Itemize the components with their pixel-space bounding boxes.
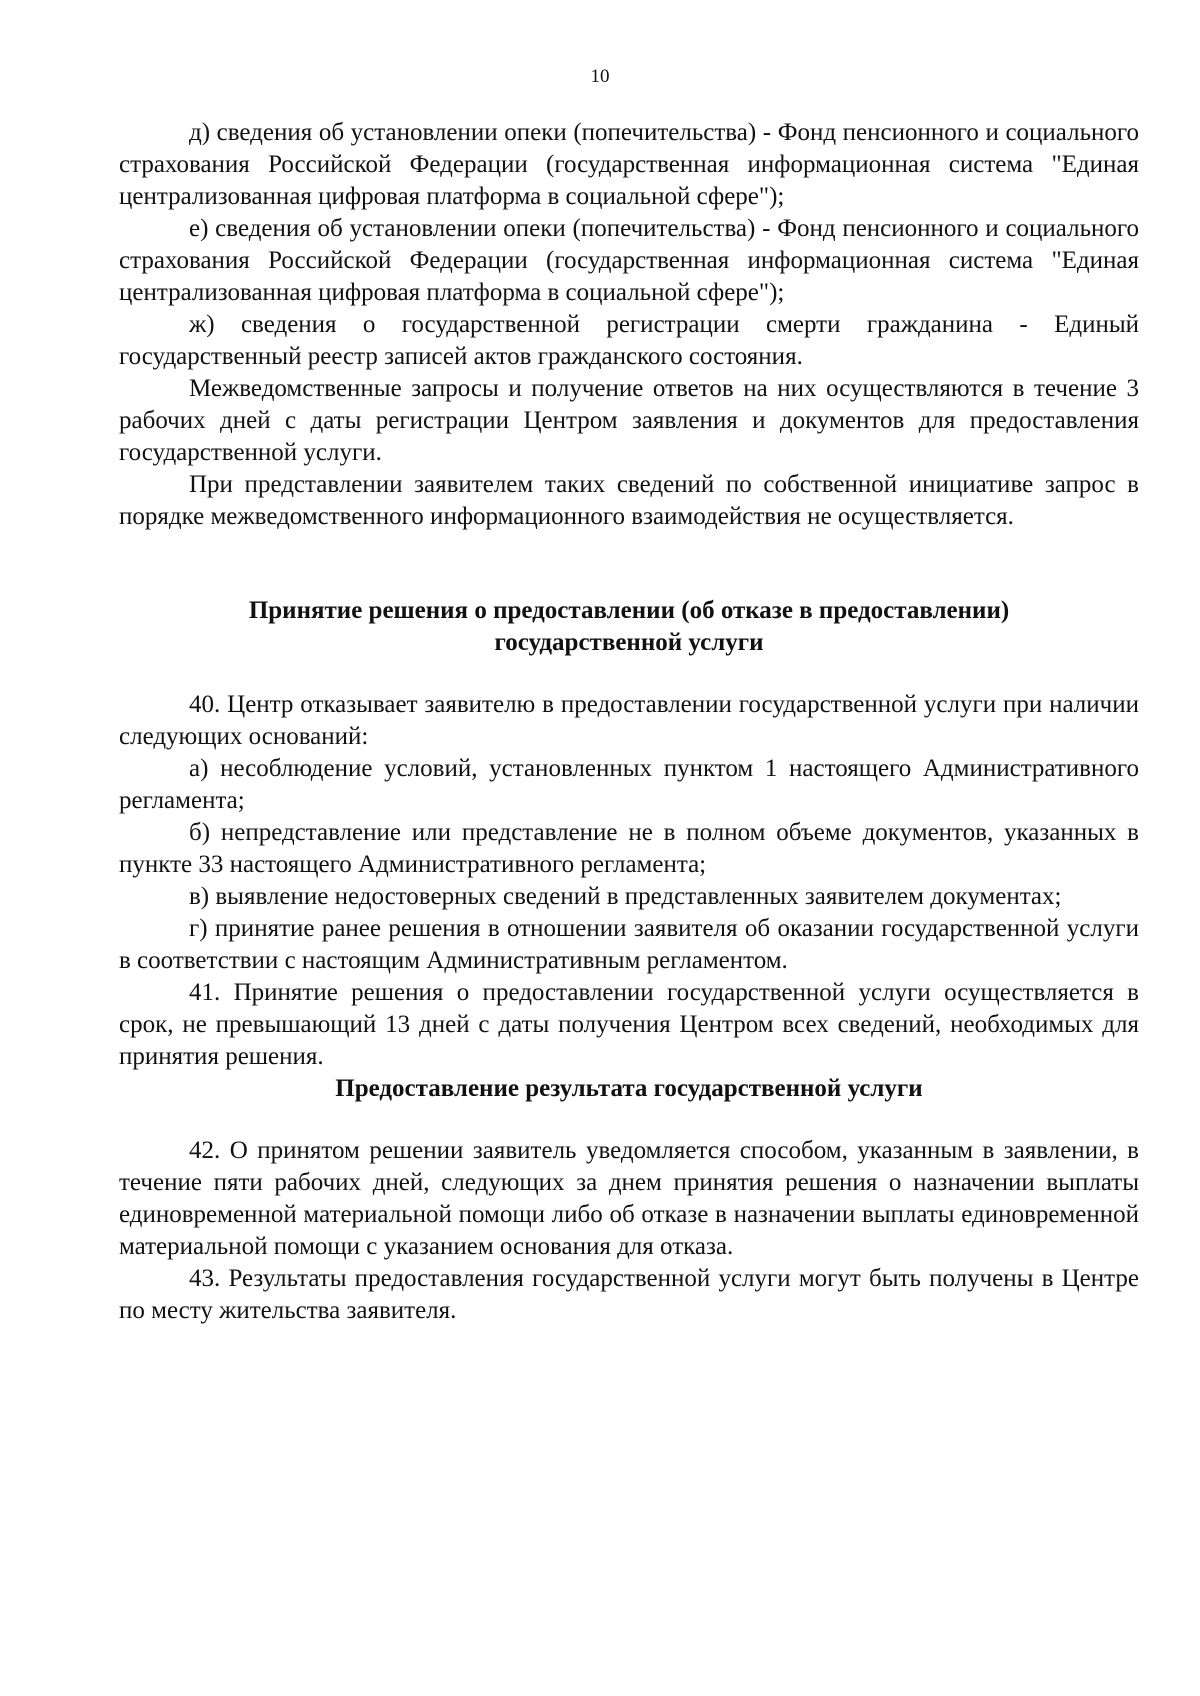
paragraph-40-b: б) непредставление или представление не в полном объеме документов, указанных в пункте 33 настоящего Административного регламента; — [119, 819, 1139, 878]
section-heading-decision-line-1: Принятие решения о предоставлении (об отказе в предоставлении) — [248, 597, 1010, 624]
paragraph-41: 41. Принятие решения о предоставлении государственной услуги осуществляется в срок, не превышающий 13 дней с даты получения Центром всех сведений, необходимых для принятия решения. — [119, 979, 1139, 1070]
paragraph-zh: ж) сведения о государственной регистрации смерти гражданина - Единый государственный реестр записей актов гражданского состояния. — [119, 311, 1139, 370]
paragraph-42: 42. О принятом решении заявитель уведомляется способом, указанным в заявлении, в течение пяти рабочих дней, следующих за днем принятия решения о назначении выплаты единовременной материальной помощи либо об отказе в назначении выплаты единовременной материальной помощи с указанием основания для отказа. — [119, 1137, 1139, 1260]
page-number: 10 — [590, 66, 610, 87]
paragraph-e: е) сведения об установлении опеки (попечительства) - Фонд пенсионного и социального страхования Российской Федерации (государственная информационная система "Единая централизованная цифровая платформа в социальной сфере"); — [119, 215, 1139, 306]
paragraph-40: 40. Центр отказывает заявителю в предоставлении государственной услуги при наличии следующих оснований: — [119, 691, 1139, 750]
paragraph-40-a: а) несоблюдение условий, установленных пунктом 1 настоящего Административного регламента; — [119, 755, 1139, 814]
paragraph-interagency-requests: Межведомственные запросы и получение ответов на них осуществляются в течение 3 рабочих дней с даты регистрации Центром заявления и документов для предоставления государственной услуги. — [119, 375, 1139, 466]
section-heading-decision — [119, 595, 1139, 659]
section-heading-decision-line-2: государственной услуги — [494, 629, 764, 656]
document-body — [119, 117, 1139, 1327]
section-decision-body — [119, 689, 1139, 1073]
section-heading-result: Предоставление результата государственной услуги — [335, 1075, 923, 1102]
paragraph-40-g: г) принятие ранее решения в отношении заявителя об оказании государственной услуги в соответствии с настоящим Административным регламентом. — [119, 915, 1139, 974]
paragraph-own-initiative: При представлении заявителем таких сведений по собственной инициативе запрос в порядке межведомственного информационного взаимодействия не осуществляется. — [119, 471, 1139, 530]
section-result-body — [119, 1135, 1139, 1327]
paragraph-40-v: в) выявление недостоверных сведений в представленных заявителем документах; — [189, 883, 1062, 910]
paragraph-43: 43. Результаты предоставления государственной услуги могут быть получены в Центре по месту жительства заявителя. — [119, 1265, 1139, 1324]
paragraph-d: д) сведения об установлении опеки (попечительства) - Фонд пенсионного и социального страхования Российской Федерации (государственная информационная система "Единая централизованная цифровая платформа в социальной сфере"); — [119, 119, 1139, 210]
